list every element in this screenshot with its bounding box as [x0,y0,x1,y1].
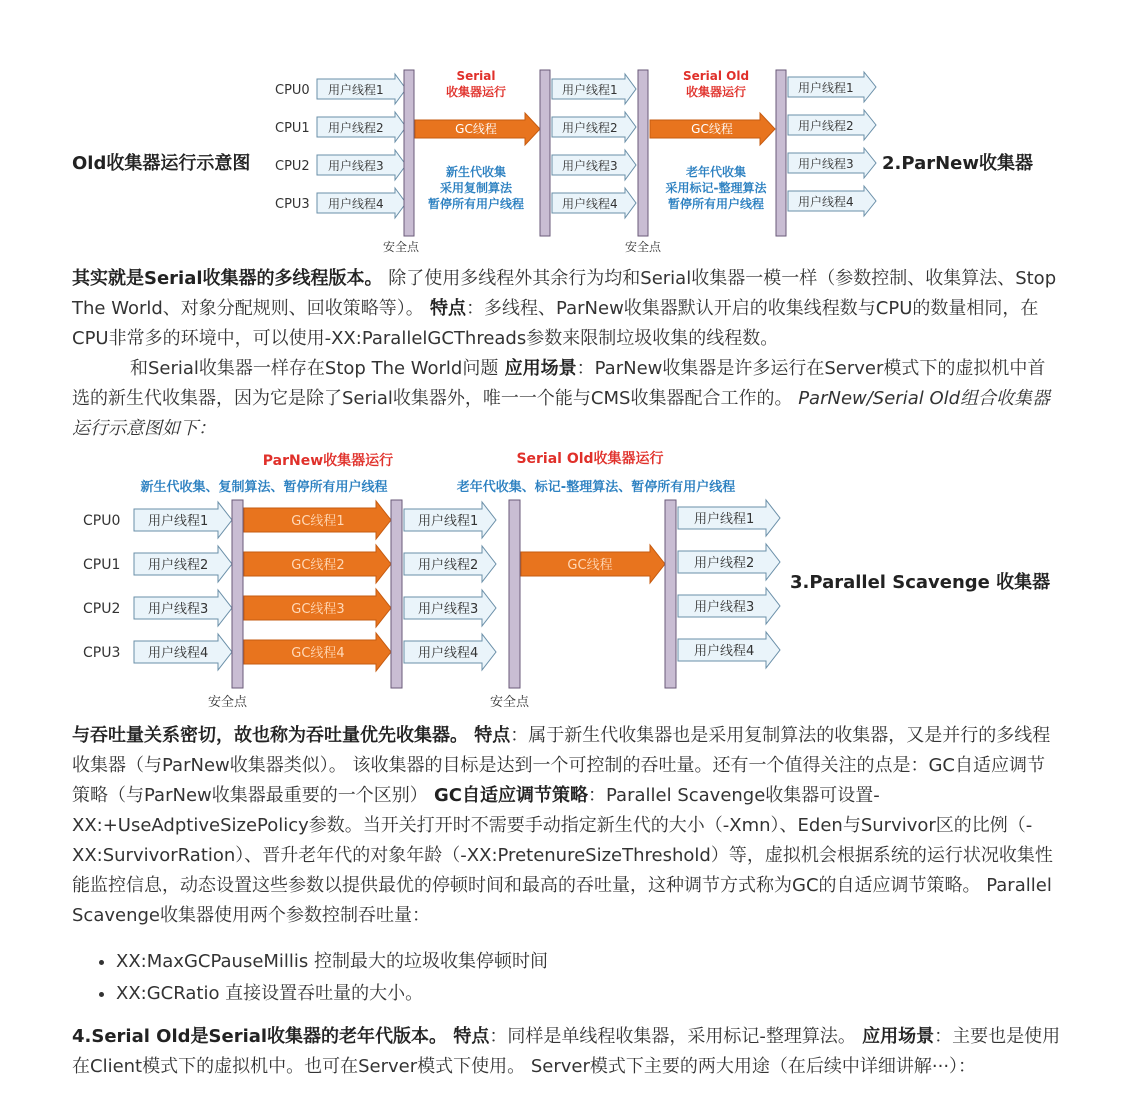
svg-text:用户线程4: 用户线程4 [148,646,209,661]
safepoint-bar [391,500,402,688]
gc-thread-arrow [244,633,391,671]
phase-description: 暂停所有用户线程 [667,197,765,211]
svg-text:用户线程2: 用户线程2 [694,556,755,571]
user-thread-arrow [788,72,876,102]
parallel-scavenge-heading: 3.Parallel Scavenge 收集器 [790,572,1051,593]
svg-text:用户线程4: 用户线程4 [694,644,755,659]
gc-thread-arrow [244,501,391,539]
svg-text:用户线程3: 用户线程3 [328,159,384,173]
cpu-label: CPU3 [83,645,121,661]
svg-text:用户线程2: 用户线程2 [562,121,618,135]
phase-description: 暂停所有用户线程 [427,197,525,211]
user-thread-arrow [404,546,496,582]
diagram-caption: ParNew/Serial Old组合收集器运行示意图如下： [72,388,1051,439]
gc-thread-arrow [244,589,391,627]
ps-adaptive-text: ：Parallel Scavenge收集器可设置-XX:+UseAdptiveSizePolicy参数。当开关打开时不需要手动指定新生代的大小（-Xmn）、Eden与Survivor区的比例（-XX:SurvivorRation）、晋升老年代的对象年龄（-XX:PretenureSizeThreshold）等，虚拟机会根据系统的运行状况收集性能监控信息，动态设置这些参数以提供最优的停顿时间和最高的吞吐量，这种调节方式称为GC的自适应调节策略。 Parallel Scavenge收集器使用两个参数控制吞吐量： [72,785,1053,926]
svg-text:用户线程3: 用户线程3 [418,602,479,617]
user-thread-arrow [317,112,406,142]
list-item: • XX:MaxGCPauseMillis 控制最大的垃圾收集停顿时间 [116,946,548,978]
parnew-text: 除了使用多线程外其余行为均和Serial收集器一模一样（参数控制、收集算法、Stop The World、对象分配规则、回收策略等）。 [72,268,1057,319]
svg-text:用户线程1: 用户线程1 [328,83,384,97]
usage-label: 应用场景 [498,358,577,379]
adaptive-policy-label: GC自适应调节策略 [427,785,589,806]
safepoint-label: 安全点 [490,695,530,710]
safepoint-bar [540,70,550,236]
user-thread-arrow [552,74,636,104]
gc-thread-arrow [415,113,540,145]
ps-summary: 与吞吐量关系密切，故也称为吞吐量优先收集器。 [72,725,468,746]
phase-description: 老年代收集、标记-整理算法、暂停所有用户线程 [456,480,736,495]
safepoint-label: 安全点 [625,240,662,254]
svg-text:用户线程1: 用户线程1 [694,512,755,527]
svg-text:用户线程2: 用户线程2 [798,119,854,133]
safepoint-bar [665,500,676,688]
user-thread-arrow [678,500,780,536]
feature-label: 特点 [468,725,511,746]
user-thread-arrow [404,634,496,670]
parnew-summary: 其实就是Serial收集器的多线程版本。 [72,268,383,289]
safepoint-label: 安全点 [208,695,248,710]
phase-description: 采用复制算法 [439,181,513,195]
user-thread-arrow [134,634,232,670]
svg-text:GC线程1: GC线程1 [291,514,345,529]
svg-text:用户线程1: 用户线程1 [798,81,854,95]
serial-serial-old-diagram [270,66,882,258]
svg-text:用户线程2: 用户线程2 [328,121,384,135]
phase-title: 收集器运行 [445,85,507,99]
gc-thread-arrow [650,113,775,145]
usage-label: 应用场景 [855,1026,935,1047]
safepoint-bar [638,70,648,236]
phase-title: Serial Old [682,69,750,83]
phase-description: 采用标记-整理算法 [665,181,767,195]
serial-old-description [72,1022,1062,1082]
phase-title: 收集器运行 [685,85,747,99]
safepoint-bar [232,500,243,688]
user-thread-arrow [134,546,232,582]
user-thread-arrow [404,502,496,538]
svg-text:用户线程3: 用户线程3 [562,159,618,173]
svg-text:用户线程3: 用户线程3 [694,600,755,615]
cpu-label: CPU0 [275,83,310,98]
safepoint-label: 安全点 [383,240,420,254]
user-thread-arrow [134,502,232,538]
ps-features: ：属于新生代收集器也是采用复制算法的收集器，又是并行的多线程收集器（与ParNew收集器类似）。 该收集器的目标是达到一个可控制的吞吐量。还有一个值得关注的点是：GC自适应调节策略（与ParNew收集器最重要的一个区别） [72,725,1051,806]
cpu-label: CPU3 [275,197,310,212]
user-thread-arrow [552,188,636,218]
user-thread-arrow [788,148,876,178]
parnew-usage [72,354,1062,444]
svg-text:用户线程4: 用户线程4 [562,197,618,211]
cpu-label: CPU2 [83,601,121,617]
svg-text:GC线程: GC线程 [567,558,613,573]
feature-label: 特点 [447,1026,490,1047]
svg-text:用户线程2: 用户线程2 [418,558,479,573]
user-thread-arrow [552,112,636,142]
cpu-label: CPU0 [83,513,121,529]
user-thread-arrow [678,632,780,668]
user-thread-arrow [788,186,876,216]
parnew-features: ：多线程、ParNew收集器默认开启的收集线程数与CPU的数量相同，在CPU非常多的环境中，可以使用-XX:ParallelGCThreads参数来限制垃圾收集的线程数。 [72,298,1039,349]
user-thread-arrow [404,590,496,626]
safepoint-bar [509,500,520,688]
svg-text:用户线程1: 用户线程1 [148,514,209,529]
stw-text: 和Serial收集器一样存在Stop The World问题 [130,358,499,379]
phase-title: Serial Old收集器运行 [516,451,664,467]
svg-text:用户线程2: 用户线程2 [148,558,209,573]
svg-text:GC线程: GC线程 [691,122,733,136]
svg-text:用户线程3: 用户线程3 [798,157,854,171]
serial-old-summary: 4.Serial Old是Serial收集器的老年代版本。 [72,1026,448,1047]
parnew-description [72,264,1062,354]
phase-description: 新生代收集、复制算法、暂停所有用户线程 [140,480,388,495]
svg-text:用户线程4: 用户线程4 [798,195,854,209]
user-thread-arrow [134,590,232,626]
user-thread-arrow [678,588,780,624]
gc-thread-arrow [244,545,391,583]
serial-old-features: ：同样是单线程收集器，采用标记-整理算法。 [489,1026,856,1047]
svg-text:用户线程3: 用户线程3 [148,602,209,617]
svg-text:GC线程2: GC线程2 [291,558,345,573]
cpu-label: CPU1 [275,121,310,136]
svg-text:用户线程4: 用户线程4 [418,646,479,661]
phase-title: ParNew收集器运行 [262,453,394,469]
user-thread-arrow [317,150,406,180]
phase-description: 老年代收集 [685,165,747,179]
parallel-scavenge-description [72,721,1062,931]
feature-label: 特点 [423,298,467,319]
svg-text:用户线程1: 用户线程1 [562,83,618,97]
user-thread-arrow [317,188,406,218]
user-thread-arrow [552,150,636,180]
svg-text:GC线程: GC线程 [455,122,497,136]
svg-text:GC线程4: GC线程4 [291,646,345,661]
phase-title: Serial [456,69,496,83]
svg-text:用户线程1: 用户线程1 [418,514,479,529]
svg-text:GC线程3: GC线程3 [291,602,345,617]
svg-text:用户线程4: 用户线程4 [328,197,384,211]
list-item: • XX:GCRatio 直接设置吞吐量的大小。 [116,978,548,1010]
safepoint-bar [776,70,786,236]
param-list [72,946,548,1010]
serial-old-usage: ：主要也是使用在Client模式下的虚拟机中。也可在Server模式下使用。 Server模式下主要的两大用途（在后续中详细讲解···）： [72,1026,1061,1077]
safepoint-bar [404,70,414,236]
parnew-serial-old-diagram [78,444,798,716]
cpu-label: CPU2 [275,159,310,174]
cpu-label: CPU1 [83,557,121,573]
diagram1-left-label: Old收集器运行示意图 [72,153,251,174]
phase-description: 新生代收集 [445,165,507,179]
user-thread-arrow [788,110,876,140]
diagram1-right-label: 2.ParNew收集器 [882,153,1033,174]
user-thread-arrow [678,544,780,580]
usage-text: ：ParNew收集器是许多运行在Server模式下的虚拟机中首选的新生代收集器，因为它是除了Serial收集器外，唯一一个能与CMS收集器配合工作的。 [72,358,1046,409]
gc-thread-arrow [521,545,665,583]
user-thread-arrow [317,74,406,104]
